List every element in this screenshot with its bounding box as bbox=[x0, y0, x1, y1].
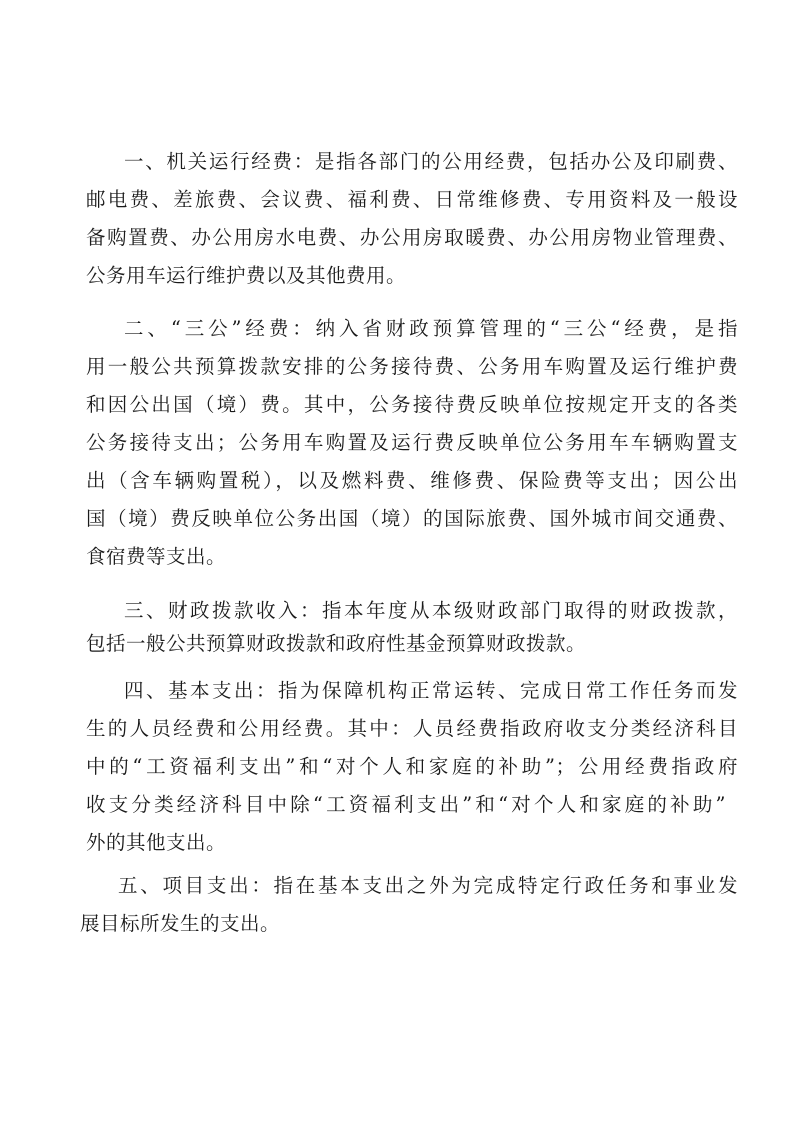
text-line: 一、机关运行经费：是指各部门的公用经费，包括办公及印刷费、 bbox=[124, 150, 738, 173]
text-line: 食宿费等支出。 bbox=[86, 545, 227, 568]
text-line: 展目标所发生的支出。 bbox=[80, 912, 281, 935]
text-line: 包括一般公共预算财政拨款和政府性基金预算财政拨款。 bbox=[86, 632, 587, 655]
text-line: 用一般公共预算拨款安排的公务接待费、公务用车购置及运行维护费 bbox=[86, 355, 738, 378]
text-line: 三、财政拨款收入：指本年度从本级财政部门取得的财政拨款， bbox=[124, 599, 738, 622]
text-line: 生的人员经费和公用经费。其中：人员经费指政府收支分类经济科目 bbox=[86, 717, 738, 740]
text-line: 外的其他支出。 bbox=[86, 831, 227, 854]
text-line: 邮电费、差旅费、会议费、福利费、日常维修费、专用资料及一般设 bbox=[86, 188, 738, 211]
text-line: 公务接待支出；公务用车购置及运行费反映单位公务用车车辆购置支 bbox=[86, 431, 738, 454]
text-line: 四、基本支出：指为保障机构正常运转、完成日常工作任务而发 bbox=[124, 679, 738, 702]
text-line: 国（境）费反映单位公务出国（境）的国际旅费、国外城市间交通费、 bbox=[86, 507, 738, 530]
text-line: 五、项目支出：指在基本支出之外为完成特定行政任务和事业发 bbox=[118, 874, 738, 897]
text-line: 二、“三公”经费：纳入省财政预算管理的“三公“经费，是指 bbox=[124, 317, 738, 340]
text-line: 公务用车运行维护费以及其他费用。 bbox=[86, 264, 407, 287]
text-line: 备购置费、办公用房水电费、办公用房取暖费、办公用房物业管理费、 bbox=[86, 226, 738, 249]
text-line: 中的“工资福利支出”和“对个人和家庭的补助”；公用经费指政府 bbox=[86, 755, 738, 778]
text-line: 收支分类经济科目中除“工资福利支出”和“对个人和家庭的补助” bbox=[86, 793, 726, 816]
text-line: 出（含车辆购置税），以及燃料费、维修费、保险费等支出；因公出 bbox=[86, 469, 738, 492]
text-line: 和因公出国（境）费。其中，公务接待费反映单位按规定开支的各类 bbox=[86, 393, 738, 416]
